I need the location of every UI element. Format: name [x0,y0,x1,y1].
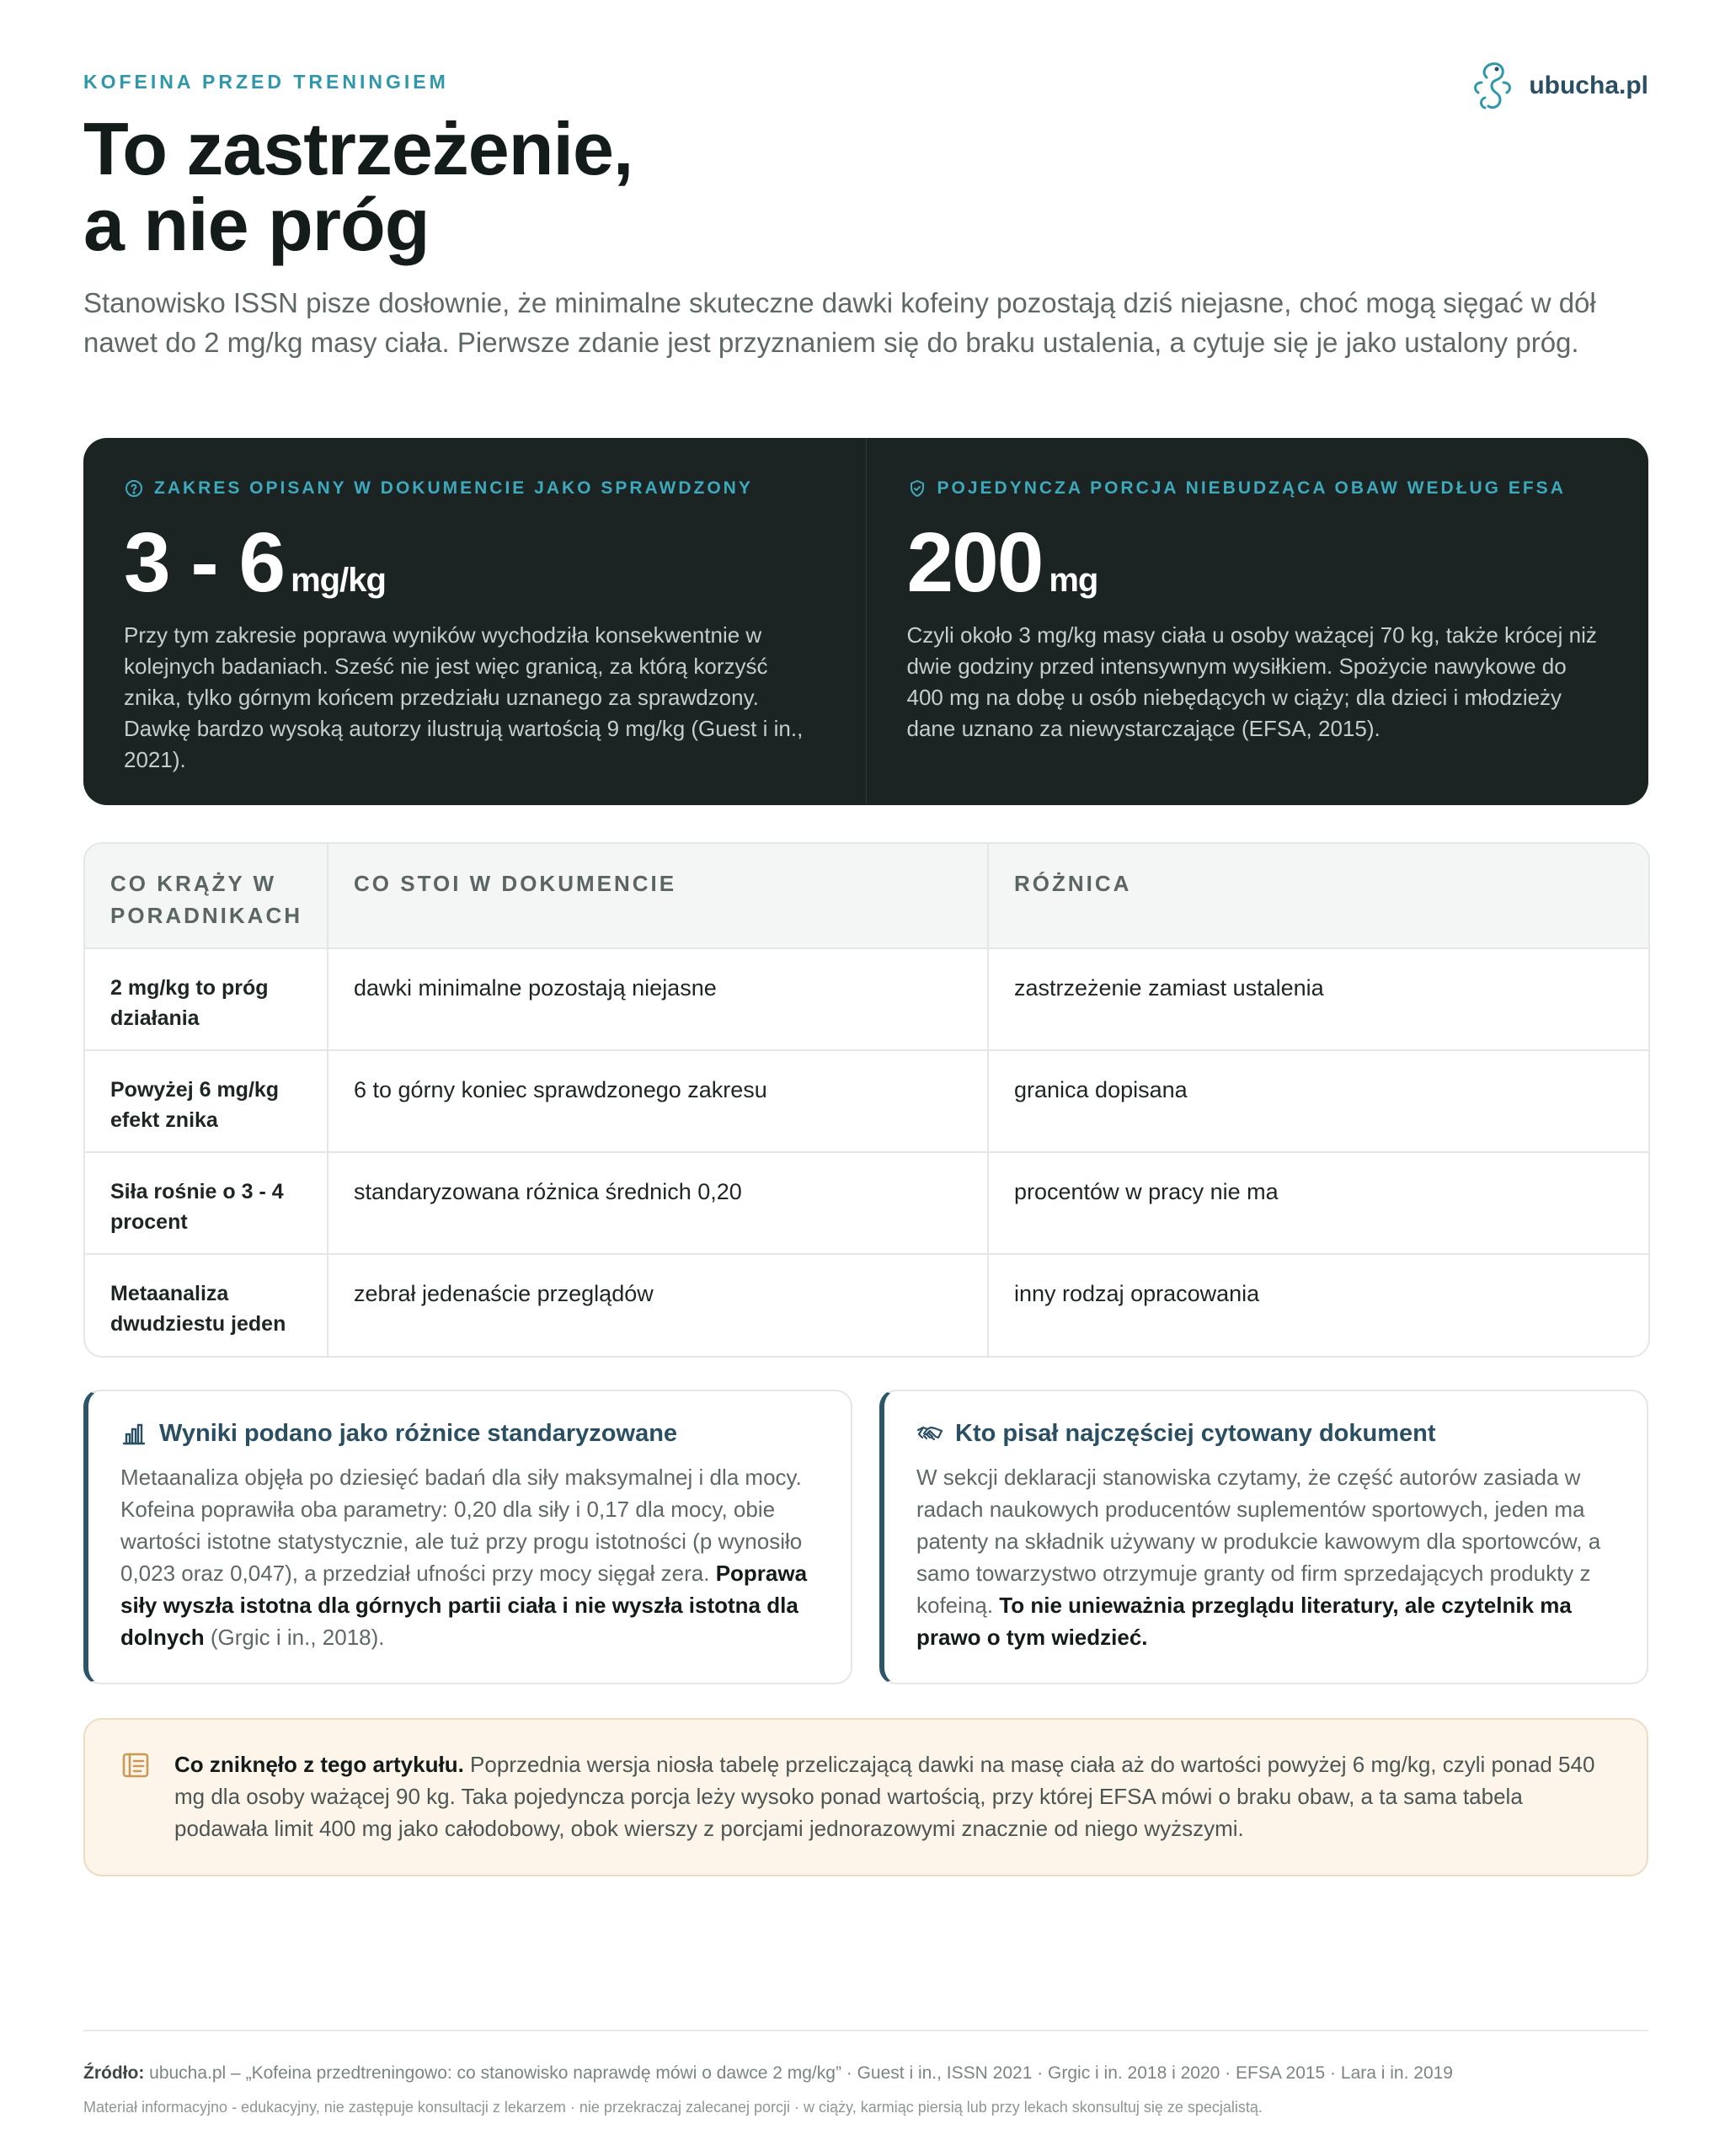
title-line-1: To zastrzeżenie, [83,107,633,190]
column-header: RÓŻNICA [988,844,1648,948]
stat-label [124,478,825,499]
table-row [85,948,1648,1050]
footer-source-label: Źródło: [83,2063,145,2083]
note-body: Poprzednia wersja niosła tabelę przeliczającą dawki na masę ciała aż do wartości powyżej 6 mg/kg, czyli ponad 540 mg dla osoby ważącej 90 kg. Taka pojedyncza porcja leży wysoko ponad wartością, przy której EFSA mówi o braku obaw, a ta sama tabela podawała limit 400 mg jako całodobowy, obok wierszy z porcjami jednorazowymi znacznie od niego wyższymi. [174,1752,1595,1841]
callout-title-text: Wyniki podano jako różnice standaryzowane [159,1420,678,1447]
row-difference: granica dopisana [988,1050,1648,1152]
callout-citation: (Grgic i in., 2018). [204,1625,385,1650]
stat-description: Czyli około 3 mg/kg masy ciała u osoby ważącej 70 kg, także krócej niż dwie godziny przed intensywnym wysiłkiem. Spożycie nawykowe do 400 mg na dobę u osób niebędących w ciąży; dla dzieci i młodzieży dane uznano za niewystarczające (EFSA, 2015). [906,622,1597,741]
stat-number: 200 [906,515,1043,610]
row-difference: inny rodzaj opracowania [988,1254,1648,1356]
callout-title [120,1420,817,1448]
row-claim: Powyżej 6 mg/kg efekt znika [85,1050,328,1152]
stat-label-text: ZAKRES OPISANY W DOKUMENCIE JAKO SPRAWDZONY [154,478,753,498]
row-claim: Metaanaliza dwudziestu jeden [85,1254,328,1356]
stat-unit: mg/kg [291,562,386,599]
stat-label-text: POJEDYNCZA PORCJA NIEBUDZĄCA OBAW WEDŁUG EFSA [937,478,1566,498]
callout-body [916,1461,1613,1653]
stat-description: Przy tym zakresie poprawa wyników wychodziła konsekwentnie w kolejnych badaniach. Sześć nie jest więc granicą, za którą korzyść znika, tylko górnym końcem przedziału uznanego za sprawdzony. Dawkę bardzo wysoką autorzy ilustrują wartością 9 mg/kg (Guest i in., 2021). [124,622,804,772]
page-title [83,107,633,266]
seahorse-logo-icon [1466,57,1517,115]
comparison-table [83,842,1650,1358]
table-row [85,1254,1648,1356]
note-text [174,1748,1606,1875]
table-row [85,1050,1648,1152]
note-heading: Co zniknęło z tego artykułu. [174,1752,464,1777]
footer-source-text: ubucha.pl – „Kofeina przedtreningowo: co stanowisko naprawdę mówi o dawce 2 mg/kg” · Guest i in., ISSN 2021 · Grgic i in. 2018 i 2020 · EFSA 2015 · Lara i in. 2019 [144,2063,1453,2083]
callouts [83,1390,1648,1684]
row-claim: 2 mg/kg to próg działania [85,948,328,1050]
page [83,0,1648,2156]
footer-disclaimer: Materiał informacyjno - edukacyjny, nie zastępuje konsultacji z lekarzem · nie przekraczaj zalecanej porcji · w ciąży, karmiąc piersią lub przy lekach skonsultuj się ze specjalistą. [83,2099,1263,2116]
lead-paragraph: Stanowisko ISSN pisze dosłownie, że minimalne skuteczne dawki kofeiny pozostają dziś niejasne, choć mogą sięgać w dół nawet do 2 mg/kg masy ciała. Pierwsze zdanie jest przyznaniem się do braku ustalenia, a cytuje się je jako ustalony próg. [83,287,1596,358]
column-header: CO STOI W DOKUMENCIE [328,844,988,948]
removed-content-note [83,1718,1648,1876]
row-difference: procentów w pracy nie ma [988,1152,1648,1254]
row-difference: zastrzeżenie zamiast ustalenia [988,948,1648,1050]
row-document: zebrał jedenaście przeglądów [328,1254,988,1356]
callout-standardized-results [83,1390,852,1684]
stat-value [124,515,825,610]
row-document: dawki minimalne pozostają niejasne [328,948,988,1050]
stat-unit: mg [1049,562,1098,599]
callout-title-text: Kto pisał najczęściej cytowany dokument [955,1420,1436,1447]
title-line-2: a nie próg [83,183,430,266]
row-claim: Siła rośnie o 3 - 4 procent [85,1152,328,1254]
bar-chart-icon [120,1421,147,1448]
stats-panel [83,438,1648,805]
stat-label [907,478,1609,499]
question-circle-icon [124,478,144,499]
table-header-row [85,844,1648,948]
stat-number: 3 - 6 [124,515,285,610]
stat-efsa-portion [866,438,1649,805]
handshake-icon [916,1421,943,1448]
callout-text: W sekcji deklaracji stanowiska czytamy, że część autorów zasiada w radach naukowych producentów suplementów sportowych, jeden ma patenty na składnik używany w produkcie kawowym dla sportowców, a samo towarzystwo otrzymuje granty od firm sprzedających produkty z kofeiną. [916,1465,1601,1618]
callout-text: Metaanaliza objęła po dziesięć badań dla siły maksymalnej i dla mocy. Kofeina poprawiła oba parametry: 0,20 dla siły i 0,17 dla mocy, obie wartości istotne statystycznie, ale tuż przy progu istotności (p wynosiło 0,023 oraz 0,047), a przedział ufności przy mocy sięgał zera. [120,1465,803,1586]
callout-emphasis: To nie unieważnia przeglądu literatury, ale czytelnik ma prawo o tym wiedzieć. [916,1593,1572,1650]
column-header: CO KRĄŻY W PORADNIKACH [85,844,328,948]
row-document: 6 to górny koniec sprawdzonego zakresu [328,1050,988,1152]
logo-text: ubucha.pl [1529,72,1648,99]
footer-source [83,2063,1453,2084]
eyebrow: KOFEINA PRZED TRENINGIEM [83,71,449,93]
footer-divider [83,2030,1648,2031]
logo[interactable] [1466,57,1648,115]
callout-title [916,1420,1613,1448]
table-row [85,1152,1648,1254]
callout-body [120,1461,817,1653]
shield-check-icon [907,478,927,499]
stat-value [906,515,1609,610]
callout-authors [879,1390,1648,1684]
document-list-icon [120,1750,151,1780]
row-document: standaryzowana różnica średnich 0,20 [328,1152,988,1254]
stat-tested-range [83,438,866,805]
callout-emphasis: Poprawa siły wyszła istotna dla górnych partii ciała i nie wyszła istotna dla dolnych [120,1561,808,1650]
